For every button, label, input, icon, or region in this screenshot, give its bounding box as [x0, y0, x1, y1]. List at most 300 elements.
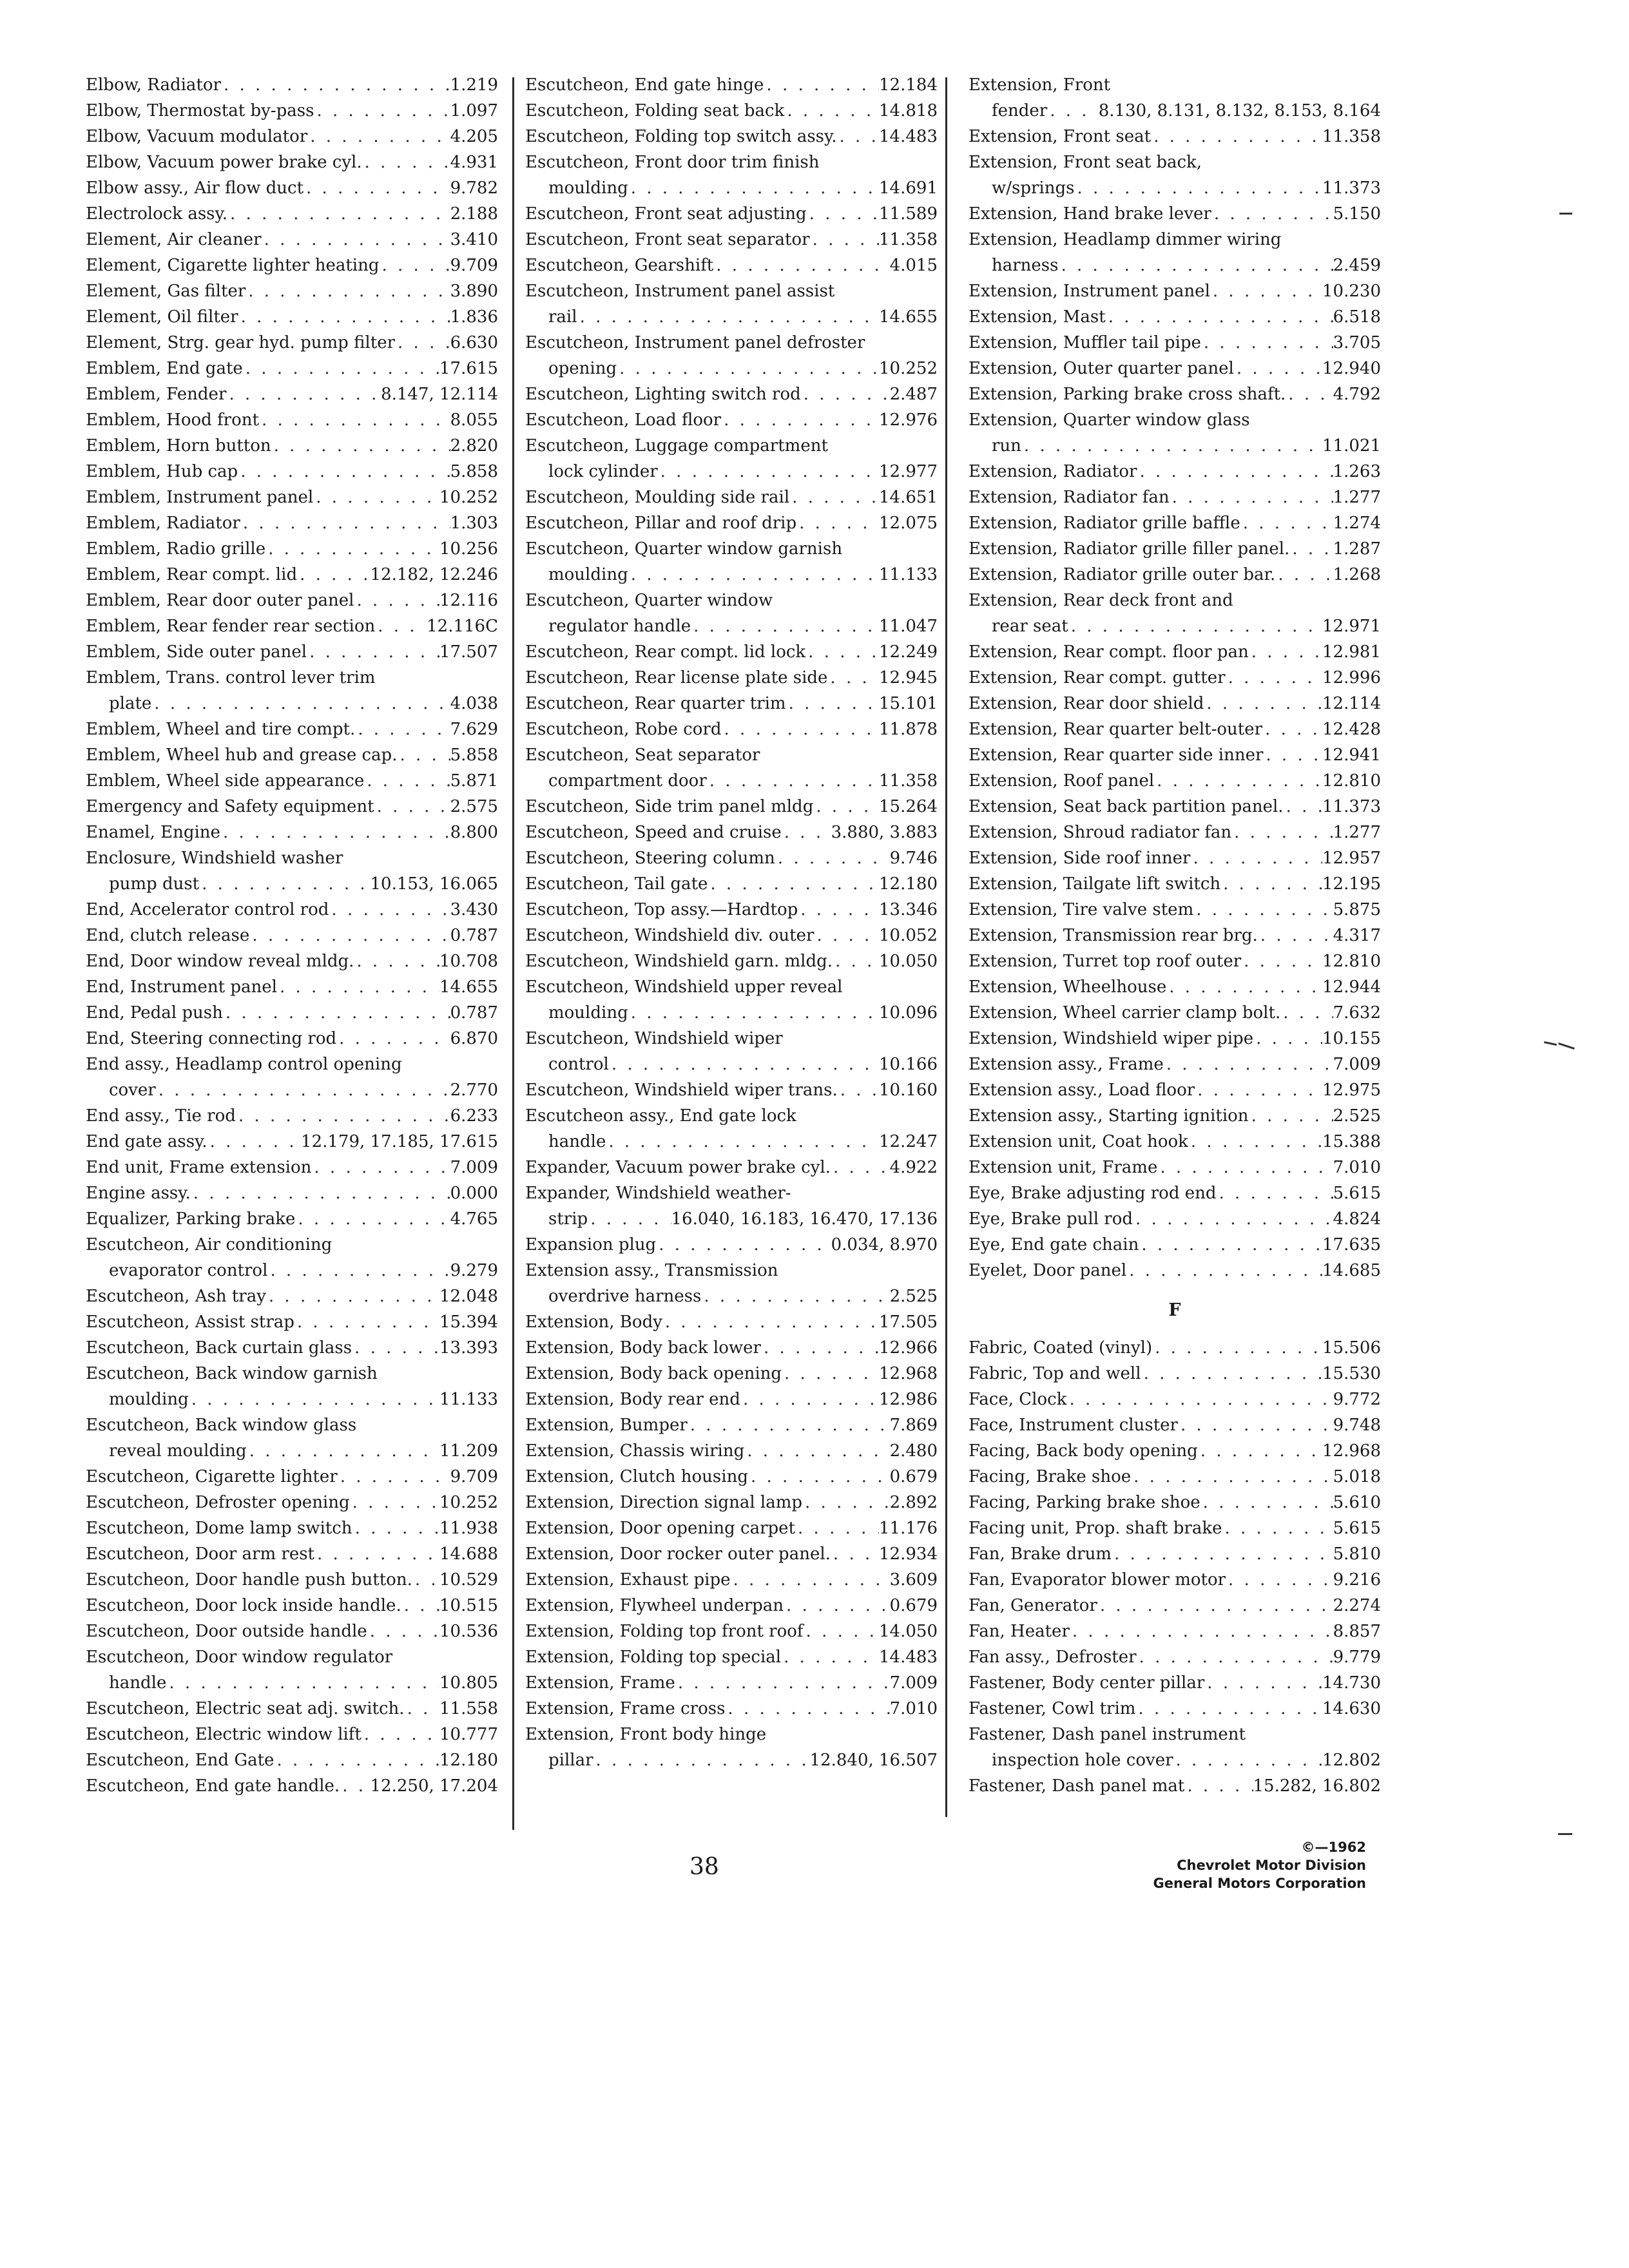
entry-name: Extension unit, Frame: [969, 1158, 1158, 1177]
entry-name: Element, Oil filter: [86, 307, 238, 327]
dot-leader: [1112, 1541, 1333, 1567]
dot-leader: [837, 124, 879, 149]
dot-leader: [354, 588, 439, 613]
dot-leader: [802, 1490, 890, 1515]
dot-leader: [1262, 716, 1322, 742]
dot-leader: [361, 1722, 439, 1747]
entry-page-ref: 15.264: [879, 797, 938, 816]
dot-leader: [355, 716, 450, 742]
entry-page-ref: 2.575: [450, 797, 498, 816]
dot-leader: [166, 1670, 439, 1696]
index-entry: [525, 716, 938, 742]
entry-page-ref: 4.038: [450, 694, 498, 713]
index-entry: [525, 1232, 938, 1258]
entry-page-ref: 4.931: [450, 153, 498, 172]
dot-leader: [294, 1309, 439, 1335]
entry-name: Escutcheon, Gearshift: [525, 256, 714, 275]
dot-leader: [395, 330, 450, 356]
entry-name: w/springs: [992, 178, 1075, 198]
dot-leader: [1139, 1232, 1322, 1258]
entry-page-ref: 10.153, 16.065: [370, 874, 498, 894]
index-entry: [86, 1258, 498, 1283]
entry-name: rail: [548, 307, 577, 327]
dot-leader: [1280, 1000, 1333, 1026]
entry-name: Expander, Windshield weather-: [525, 1184, 791, 1203]
entry-page-ref: 11.176: [879, 1519, 938, 1538]
entry-name: Extension, Wheelhouse: [969, 977, 1167, 997]
entry-name: Escutcheon, Windshield div. outer: [525, 926, 815, 945]
index-entry: [86, 72, 498, 98]
dot-leader: [675, 1670, 890, 1696]
dot-leader: [691, 613, 879, 639]
entry-page-ref: 14.685: [1322, 1261, 1381, 1280]
index-entry: [86, 716, 498, 742]
entry-page-ref: 9.746: [889, 849, 938, 868]
entry-page-ref: 12.116: [439, 591, 498, 610]
index-entry: [969, 1696, 1381, 1722]
entry-page-ref: 10.166: [879, 1055, 938, 1074]
dot-leader: [1178, 1412, 1333, 1438]
scan-mark: [1558, 1043, 1575, 1050]
index-entry: [525, 845, 938, 871]
dot-leader: [827, 665, 879, 691]
index-entry: [86, 1490, 498, 1515]
entry-name: compartment door: [548, 771, 707, 791]
entry-page-ref: 1.219: [450, 75, 498, 95]
entry-page-ref: 12.968: [879, 1364, 938, 1383]
dot-leader: [1289, 536, 1333, 562]
index-entry: [525, 1387, 938, 1412]
entry-page-ref: 17.615: [439, 359, 498, 378]
dot-leader: [1106, 304, 1333, 330]
index-entry: [86, 253, 498, 278]
column-divider: [512, 77, 514, 1830]
entry-page-ref: 5.615: [1333, 1519, 1381, 1538]
entry-page-ref: 14.655: [439, 977, 498, 997]
entry-name: Extension, Radiator grille baffle: [969, 514, 1240, 533]
index-entry: [969, 304, 1381, 330]
entry-page-ref: 14.651: [879, 488, 938, 507]
entry-page-ref: 9.709: [450, 1467, 498, 1486]
index-entry: [525, 1000, 938, 1026]
entry-name: Emblem, Wheel side appearance: [86, 771, 365, 791]
section-letter-heading: F: [1168, 1300, 1181, 1320]
entry-page-ref: 12.810: [1322, 952, 1381, 971]
entry-name: Escutcheon, Tail gate: [525, 874, 708, 894]
dot-leader: [262, 227, 450, 253]
entry-page-ref: 2.770: [450, 1081, 498, 1100]
index-entry: [525, 1670, 938, 1696]
entry-page-ref: 12.180: [439, 1751, 498, 1770]
index-entry: [86, 510, 498, 536]
dot-leader: [807, 201, 879, 227]
entry-name: Extension, Front body hinge: [525, 1725, 767, 1744]
entry-name: Escutcheon, Back window garnish: [86, 1364, 378, 1383]
entry-page-ref: 5.810: [1333, 1544, 1381, 1564]
entry-page-ref: 12.195: [1322, 874, 1381, 894]
dot-leader: [226, 381, 381, 407]
entry-name: Extension, Front seat: [969, 127, 1152, 146]
entry-name: Extension, Exhaust pipe: [525, 1570, 731, 1590]
entry-page-ref: 12.981: [1322, 642, 1381, 662]
entry-page-ref: 5.858: [450, 745, 498, 765]
entry-page-ref: 7.009: [889, 1673, 938, 1693]
index-entry: [525, 1052, 938, 1077]
index-entry: [86, 1283, 498, 1309]
index-entry: [969, 845, 1381, 871]
index-entry: [86, 1335, 498, 1361]
entry-page-ref: 6.518: [1333, 307, 1381, 327]
index-entry: [525, 98, 938, 124]
index-entry: [969, 510, 1381, 536]
entry-page-ref: 11.047: [879, 617, 938, 636]
entry-name: Escutcheon, End gate handle.: [86, 1776, 340, 1796]
dot-leader: [782, 820, 831, 845]
entry-name: Elbow, Vacuum power brake cyl.: [86, 153, 362, 172]
entry-name: Extension, Side roof inner: [969, 849, 1191, 868]
dot-leader: [1201, 330, 1333, 356]
index-entry: [86, 613, 498, 639]
index-entry: [86, 1644, 498, 1670]
entry-page-ref: 4.792: [1333, 385, 1381, 404]
dot-leader: [1070, 1619, 1333, 1644]
index-entry: [969, 794, 1381, 820]
entry-page-ref: 10.052: [879, 926, 938, 945]
dot-leader: [151, 691, 450, 716]
dot-leader: [744, 1438, 889, 1464]
entry-page-ref: 12.810: [1322, 771, 1381, 791]
entry-name: moulding: [109, 1390, 189, 1409]
entry-page-ref: 10.160: [879, 1081, 938, 1100]
dot-leader: [350, 1490, 439, 1515]
index-entry: [86, 1309, 498, 1335]
entry-name: Escutcheon, Door window regulator: [86, 1648, 393, 1667]
entry-name: handle: [109, 1673, 167, 1693]
entry-name: Escutcheon, Door outside handle: [86, 1622, 367, 1641]
entry-page-ref: 3.705: [1333, 333, 1381, 352]
index-entry: [969, 1438, 1381, 1464]
dot-leader: [1190, 845, 1322, 871]
entry-name: Element, Cigarette lighter heating: [86, 256, 380, 275]
entry-name: Emblem, Hood front: [86, 410, 259, 430]
dot-leader: [658, 459, 879, 485]
index-entry: [525, 304, 938, 330]
entry-page-ref: 12.941: [1322, 745, 1381, 765]
dot-leader: [1258, 923, 1333, 948]
index-entry: [969, 407, 1381, 433]
dot-leader: [1222, 1515, 1333, 1541]
index-entry: [86, 923, 498, 948]
entry-name: Escutcheon, Rear license plate side: [525, 668, 828, 687]
index-entry: [525, 562, 938, 588]
entry-name: Extension, Frame: [525, 1673, 675, 1693]
entry-name: Extension, Shroud radiator fan: [969, 823, 1232, 842]
index-entry: [86, 536, 498, 562]
index-entry: [86, 665, 498, 691]
entry-name: run: [992, 436, 1021, 456]
dot-leader: [775, 845, 890, 871]
entry-page-ref: 1.274: [1333, 514, 1381, 533]
entry-page-ref: 9.782: [450, 178, 498, 198]
entry-name: End assy., Headlamp control opening: [86, 1055, 402, 1074]
entry-page-ref: 4.922: [889, 1158, 938, 1177]
dot-leader: [606, 1129, 879, 1155]
entry-name: Escutcheon, Quarter window: [525, 591, 773, 610]
dot-leader: [1157, 1155, 1333, 1180]
entry-name: Fan, Evaporator blower motor: [969, 1570, 1226, 1590]
entry-page-ref: 1.303: [450, 514, 498, 533]
entry-name: Emblem, Trans. control lever trim: [86, 668, 376, 687]
entry-page-ref: 2.525: [889, 1287, 938, 1306]
entry-name: Emblem, Radio grille: [86, 539, 266, 559]
entry-page-ref: 1.277: [1333, 823, 1381, 842]
entry-page-ref: 10.155: [1322, 1029, 1381, 1048]
entry-page-ref: 4.765: [450, 1209, 498, 1229]
entry-name: Extension, Rear deck front and: [969, 591, 1233, 610]
index-entry: [969, 1000, 1381, 1026]
entry-name: Equalizer, Parking brake: [86, 1209, 296, 1229]
dot-leader: [1164, 1052, 1333, 1077]
entry-name: Escutcheon, Load floor: [525, 410, 722, 430]
index-entry: [969, 923, 1381, 948]
entry-page-ref: 10.252: [439, 488, 498, 507]
entry-name: Extension, Flywheel underpan: [525, 1596, 784, 1615]
entry-page-ref: 10.252: [879, 359, 938, 378]
dot-leader: [1166, 974, 1322, 1000]
dot-leader: [764, 72, 879, 98]
entry-name: Extension, Radiator grille filler panel.: [969, 539, 1290, 559]
entry-page-ref: 12.180: [879, 874, 938, 894]
dot-leader: [1193, 897, 1333, 923]
dot-leader: [265, 536, 439, 562]
index-entry: [969, 897, 1381, 923]
dot-leader: [1074, 175, 1322, 201]
index-entry: [86, 1696, 498, 1722]
entry-page-ref: 1.263: [1333, 462, 1381, 481]
dot-leader: [628, 1000, 879, 1026]
entry-page-ref: 2.487: [889, 385, 938, 404]
index-entry: [969, 588, 1381, 613]
entry-name: evaporator control: [109, 1261, 268, 1280]
entry-page-ref: 12.182, 12.246: [370, 565, 498, 584]
entry-page-ref: 3.890: [450, 282, 498, 301]
dot-leader: [307, 124, 450, 149]
entry-name: Extension, Body back opening: [525, 1364, 782, 1383]
dot-leader: [593, 1747, 810, 1773]
index-entry: [969, 1619, 1381, 1644]
dot-leader: [784, 1593, 890, 1619]
dot-leader: [267, 1258, 450, 1283]
entry-page-ref: 10.777: [439, 1725, 498, 1744]
index-entry: [969, 1335, 1381, 1361]
index-entry: [86, 1412, 498, 1438]
entry-name: Extension, Tailgate lift switch: [969, 874, 1221, 894]
entry-page-ref: 12.944: [1322, 977, 1381, 997]
index-entry: [969, 1464, 1381, 1490]
dot-leader: [814, 923, 879, 948]
entry-page-ref: 8.800: [450, 823, 498, 842]
index-entry: [969, 227, 1381, 253]
entry-name: Escutcheon, Windshield wiper trans.: [525, 1081, 838, 1100]
entry-page-ref: 1.836: [450, 307, 498, 327]
entry-name: Elbow, Vacuum modulator: [86, 127, 308, 146]
entry-page-ref: 9.216: [1333, 1570, 1381, 1590]
entry-name: Escutcheon, Windshield wiper: [525, 1029, 783, 1048]
entry-page-ref: 12.975: [1322, 1081, 1381, 1100]
dot-leader: [831, 1155, 890, 1180]
index-entry: [525, 691, 938, 716]
entry-name: opening: [548, 359, 617, 378]
index-entry: [969, 459, 1381, 485]
index-entry: [86, 845, 498, 871]
entry-page-ref: 12.249: [879, 642, 938, 662]
entry-name: fender: [992, 101, 1048, 120]
dot-leader: [246, 278, 450, 304]
dot-leader: [227, 201, 450, 227]
index-entry: [525, 897, 938, 923]
index-entry: [525, 381, 938, 407]
index-entry: [969, 536, 1381, 562]
entry-name: Facing, Brake shoe: [969, 1467, 1132, 1486]
entry-page-ref: 12.986: [879, 1390, 938, 1409]
entry-name: Extension, Quarter window glass: [969, 410, 1250, 430]
index-entry: [969, 562, 1381, 588]
index-entry: [86, 1593, 498, 1619]
index-entry: [969, 1026, 1381, 1052]
index-entry: [525, 330, 938, 356]
copyright-notice: ©—1962: [1301, 1840, 1366, 1855]
entry-page-ref: 4.824: [1333, 1209, 1381, 1229]
entry-page-ref: 14.691: [879, 178, 938, 198]
entry-page-ref: 10.096: [879, 1003, 938, 1023]
entry-name: Escutcheon, Front seat adjusting: [525, 204, 807, 224]
entry-name: Extension, Rear compt. gutter: [969, 668, 1226, 687]
entry-name: Fastener, Body center pillar: [969, 1673, 1205, 1693]
index-entry: [525, 1077, 938, 1103]
entry-name: Emblem, Rear fender rear section: [86, 617, 376, 636]
entry-name: Electrolock assy.: [86, 204, 228, 224]
entry-name: Elbow, Thermostat by-pass: [86, 101, 314, 120]
entry-page-ref: 6.870: [450, 1029, 498, 1048]
dot-leader: [223, 1000, 450, 1026]
dot-leader: [364, 768, 450, 794]
index-entry: [969, 1103, 1381, 1129]
index-entry: [86, 1206, 498, 1232]
entry-name: Extension, Instrument panel: [969, 282, 1210, 301]
entry-page-ref: 8.147, 12.114: [381, 385, 498, 404]
index-entry: [969, 613, 1381, 639]
entry-page-ref: 12.250, 17.204: [370, 1776, 498, 1796]
entry-name: Element, Air cleaner: [86, 230, 262, 249]
index-entry: [525, 1464, 938, 1490]
entry-page-ref: 10.230: [1322, 282, 1381, 301]
entry-page-ref: 11.938: [439, 1519, 498, 1538]
dot-leader: [1135, 1696, 1322, 1722]
entry-page-ref: 17.507: [439, 642, 498, 662]
dot-leader: [313, 485, 439, 510]
dot-leader: [221, 72, 450, 98]
index-entry: [525, 253, 938, 278]
entry-name: Facing, Parking brake shoe: [969, 1493, 1200, 1512]
entry-name: Extension, Door opening carpet: [525, 1519, 796, 1538]
entry-page-ref: 4.205: [450, 127, 498, 146]
index-entry: [969, 742, 1381, 768]
dot-leader: [1133, 1206, 1333, 1232]
dot-leader: [789, 485, 879, 510]
dot-leader: [1131, 1464, 1333, 1490]
dot-leader: [191, 1180, 450, 1206]
entry-name: End, Pedal push: [86, 1003, 223, 1023]
index-entry: [969, 948, 1381, 974]
entry-name: Escutcheon, Defroster opening: [86, 1493, 350, 1512]
entry-name: Extension, Tire valve stem: [969, 900, 1194, 919]
index-entry: [525, 948, 938, 974]
index-entry: [969, 149, 1381, 175]
dot-leader: [713, 253, 889, 278]
dot-leader: [1286, 381, 1333, 407]
entry-name: moulding: [548, 565, 628, 584]
entry-name: Fan, Brake drum: [969, 1544, 1112, 1564]
entry-name: Escutcheon, Rear compt. lid lock: [525, 642, 806, 662]
entry-page-ref: 7.009: [450, 1158, 498, 1177]
index-entry: [969, 639, 1381, 665]
entry-name: End assy., Tie rod: [86, 1106, 236, 1126]
dot-leader: [311, 1155, 450, 1180]
entry-name: Fastener, Dash panel mat: [969, 1776, 1185, 1796]
index-entry: [525, 665, 938, 691]
dot-leader: [375, 613, 427, 639]
entry-page-ref: 11.373: [1322, 178, 1381, 198]
entry-name: Escutcheon, End gate hinge: [525, 75, 764, 95]
entry-page-ref: 11.589: [879, 204, 938, 224]
dot-leader: [805, 639, 879, 665]
entry-page-ref: 17.635: [1322, 1235, 1381, 1254]
dot-leader: [707, 768, 879, 794]
entry-name: Extension assy., Starting ignition: [969, 1106, 1249, 1126]
dot-leader: [1275, 562, 1333, 588]
index-entry: [86, 175, 498, 201]
index-entry: [525, 536, 938, 562]
dot-leader: [786, 691, 879, 716]
dot-leader: [1226, 665, 1322, 691]
entry-name: Extension, Hand brake lever: [969, 204, 1211, 224]
entry-name: Escutcheon, Rear quarter trim: [525, 694, 786, 713]
dot-leader: [1137, 1644, 1333, 1670]
index-entry: [86, 278, 498, 304]
dot-leader: [1234, 356, 1322, 381]
entry-page-ref: 10.529: [439, 1570, 498, 1590]
entry-name: strip: [548, 1209, 588, 1229]
entry-name: Escutcheon, Folding seat back: [525, 101, 785, 120]
index-entry: [86, 794, 498, 820]
entry-name: Extension unit, Coat hook: [969, 1132, 1188, 1151]
index-entry: [969, 1412, 1381, 1438]
index-entry: [86, 1361, 498, 1387]
dot-leader: [798, 897, 879, 923]
entry-name: End, clutch release: [86, 926, 250, 945]
index-entry: [86, 691, 498, 716]
entry-name: Escutcheon, Speed and cruise: [525, 823, 782, 842]
entry-name: Extension, Body back lower: [525, 1338, 761, 1358]
index-entry: [86, 485, 498, 510]
dot-leader: [238, 459, 450, 485]
index-entry: [969, 1644, 1381, 1670]
entry-page-ref: 8.055: [450, 410, 498, 430]
index-entry: [525, 407, 938, 433]
index-entry: [525, 459, 938, 485]
entry-page-ref: 5.610: [1333, 1493, 1381, 1512]
dot-leader: [189, 1387, 439, 1412]
